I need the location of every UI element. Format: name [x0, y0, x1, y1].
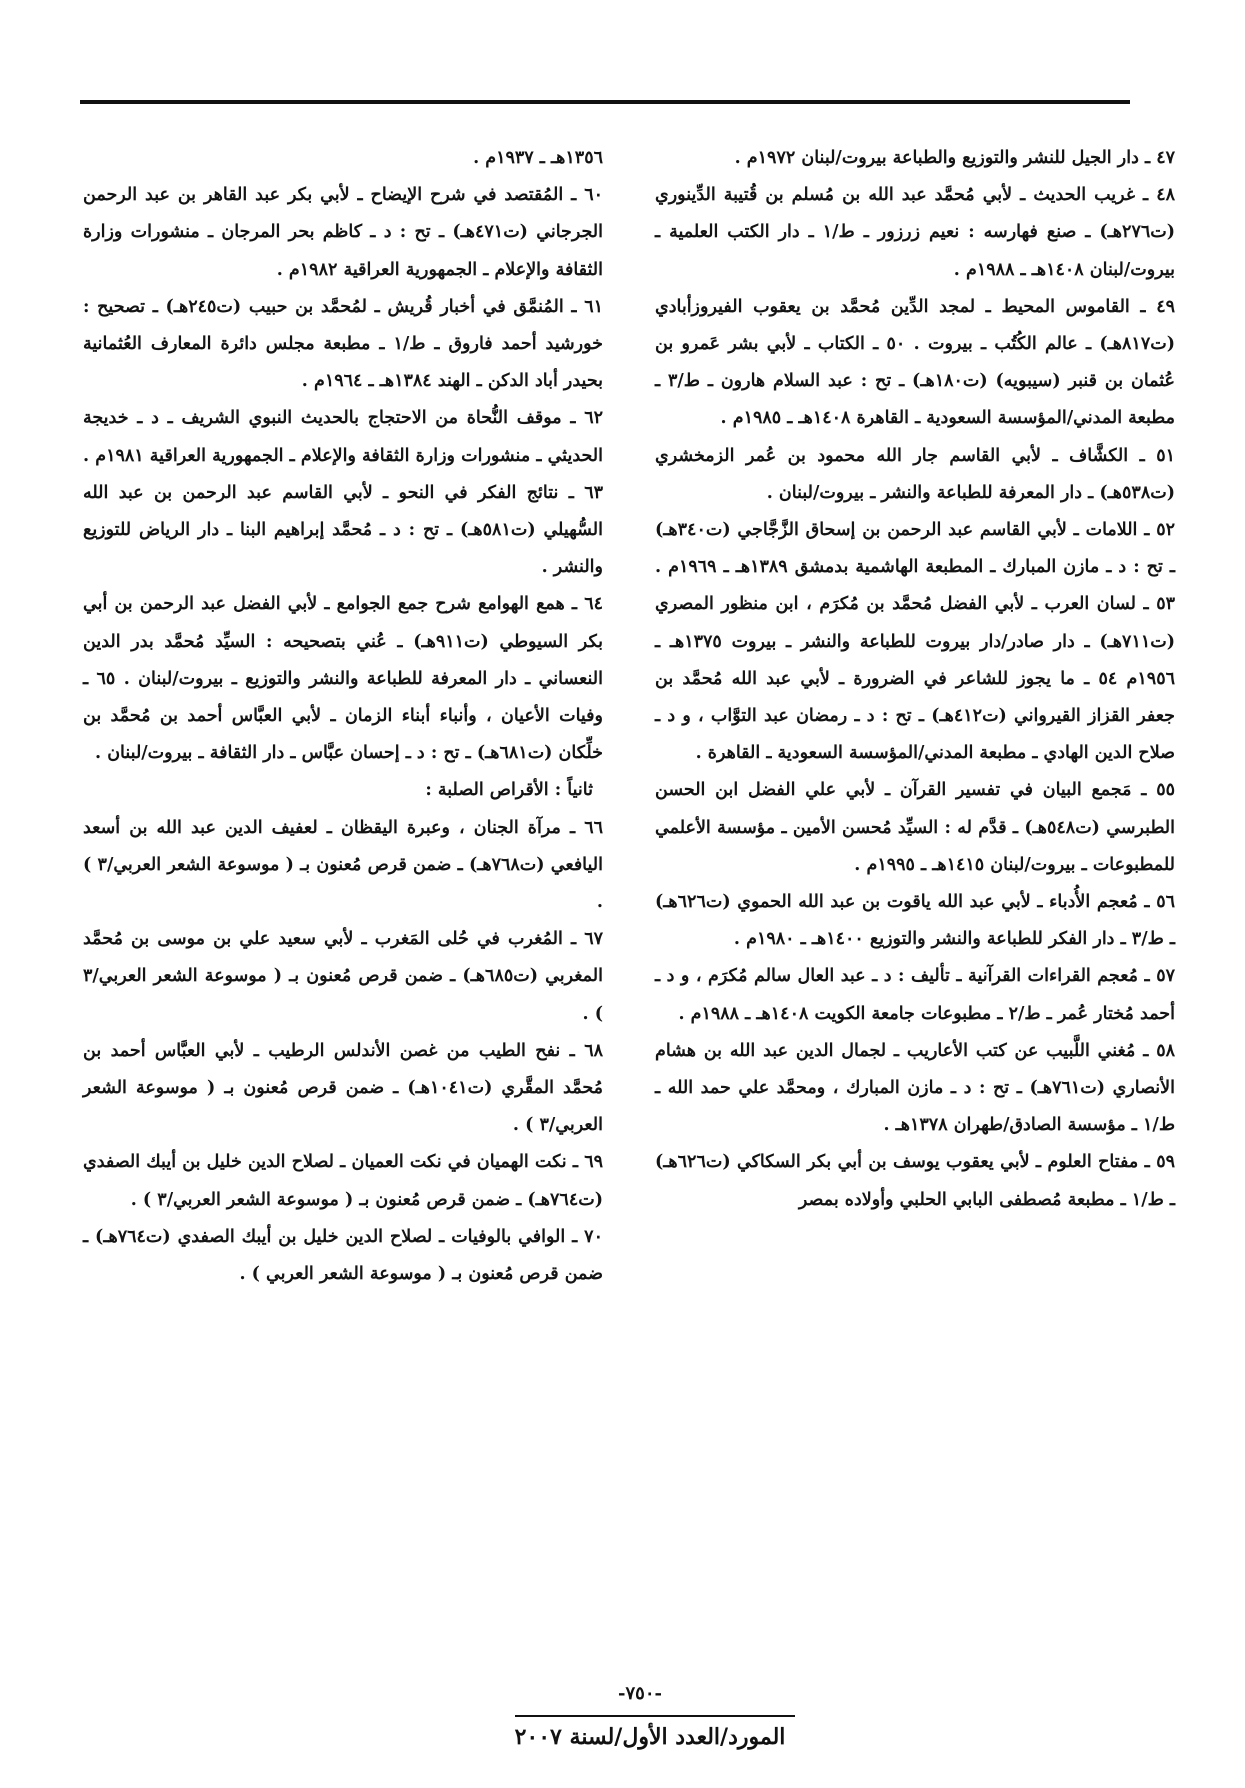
- reference-entry: ٦٦ ـ مرآة الجنان ، وعبرة اليقظان ـ لعفيف الدين عبد الله بن أسعد اليافعي (ت٧٦٨هـ) ـ ضمن قرص مُعنون بـ ( موسوعة الشعر العربي/٣ ) .: [83, 817, 603, 913]
- reference-entry: ٥٦ ـ مُعجم الأُدباء ـ لأبي عبد الله ياقوت بن عبد الله الحموي (ت٦٢٦هـ) ـ ط/٣ ـ دار الفكر للطباعة والنشر والتوزيع ١٤٠٠هـ ـ ١٩٨٠م .: [655, 892, 1175, 950]
- section-heading: ثانياً : الأقراص الصلبة :: [425, 780, 593, 801]
- reference-entry: ٦٨ ـ نفح الطيب من غصن الأندلس الرطيب ـ لأبي العبَّاس أحمد بن مُحمَّد المقَّري (ت١٠٤١هـ) ـ ضمن قرص مُعنون بـ ( موسوعة الشعر العربي/٣ ) .: [83, 1040, 603, 1136]
- reference-entry: ٦١ ـ المُنمَّق في أخبار قُريش ـ لمُحمَّد بن حبيب (ت٢٤٥هـ) ـ تصحيح : خورشيد أحمد فاروق ـ ط/١ ـ مطبعة مجلس دائرة المعارف العُثمانية بحيدر أباد الدكن ـ الهند ١٣٨٤هـ ـ ١٩٦٤م .: [83, 296, 603, 392]
- reference-entry: ١٣٥٦هـ ـ ١٩٣٧م .: [473, 148, 603, 168]
- reference-entry: ٦٠ ـ المُقتصد في شرح الإيضاح ـ لأبي بكر عبد القاهر بن عبد الرحمن الجرجاني (ت٤٧١هـ) ـ تح : د ـ كاظم بحر المرجان ـ منشورات وزارة الثقافة والإعلام ـ الجمهورية العراقية ١٩٨٢م .: [83, 185, 603, 280]
- reference-entry: ٥٩ ـ مفتاح العلوم ـ لأبي يعقوب يوسف بن أبي بكر السكاكي (ت٦٢٦هـ) ـ ط/١ ـ مطبعة مُصطفى البابي الحلبي وأولاده بمصر: [655, 1152, 1175, 1210]
- reference-entry: ٦٧ ـ المُغرب في حُلى المَغرب ـ لأبي سعيد علي بن موسى بن مُحمَّد المغربي (ت٦٨٥هـ) ـ ضمن قرص مُعنون بـ ( موسوعة الشعر العربي/٣ ) .: [83, 929, 603, 1024]
- reference-entry: ٥١ ـ الكشَّاف ـ لأبي القاسم جار الله محمود بن عُمر الزمخشري (ت٥٣٨هـ) ـ دار المعرفة للطباعة والنشر ـ بيروت/لبنان .: [655, 445, 1175, 503]
- reference-entry: ٥٨ ـ مُغني اللَّبيب عن كتب الأعاريب ـ لجمال الدين عبد الله بن هشام الأنصاري (ت٧٦١هـ) ـ تح : د ـ مازن المبارك ، ومحمَّد علي حمد الله ـ ط/١ ـ مؤسسة الصادق/طهران ١٣٧٨هـ .: [655, 1040, 1175, 1136]
- footer-rule: [515, 1715, 795, 1717]
- reference-entry: ٥٥ ـ مَجمع البيان في تفسير القرآن ـ لأبي علي الفضل ابن الحسن الطبرسي (ت٥٤٨هـ) ـ قدَّم له : السيِّد مُحسن الأمين ـ مؤسسة الأعلمي للمطبوعات ـ بيروت/لبنان ١٤١٥هـ ـ ١٩٩٥م .: [655, 780, 1175, 875]
- reference-entry: ٥٧ ـ مُعجم القراءات القرآنية ـ تأليف : د ـ عبد العال سالم مُكرَم ، و د ـ أحمد مُختار عُمر ـ ط/٢ ـ مطبوعات جامعة الكويت ١٤٠٨هـ ـ ١٩٨٨م .: [655, 966, 1175, 1024]
- reference-entry: ٦٩ ـ نكت الهميان في نكت العميان ـ لصلاح الدين خليل بن أيبك الصفدي (ت٧٦٤هـ) ـ ضمن قرص مُعنون بـ ( موسوعة الشعر العربي/٣ ) .: [83, 1152, 603, 1210]
- reference-entry: ٧٠ ـ الوافي بالوفيات ـ لصلاح الدين خليل بن أيبك الصفدي (ت٧٦٤هـ) ـ ضمن قرص مُعنون بـ ( موسوعة الشعر العربي ) .: [83, 1226, 603, 1285]
- reference-entry: ٦٢ ـ موقف النُّحاة من الاحتجاج بالحديث النبوي الشريف ـ د ـ خديجة الحديثي ـ منشورات وزارة الثقافة والإعلام ـ الجمهورية العراقية ١٩٨١م . ٦٣ ـ نتائج الفكر في النحو ـ لأبي القاسم عبد الرحمن بن عبد الله السُّهيلي (ت٥٨١هـ) ـ تح : د ـ مُحمَّد إبراهيم البنا ـ دار الرياض للتوزيع والنشر .: [83, 408, 603, 578]
- reference-entry: ٤٩ ـ القاموس المحيط ـ لمجد الدِّين مُحمَّد بن يعقوب الفيروزأبادي (ت٨١٧هـ) ـ عالم الكُتُب ـ بيروت . ٥٠ ـ الكتاب ـ لأبي بشر عَمرو بن عُثمان بن قنبر (سيبويه) (ت١٨٠هـ) ـ تح : عبد السلام هارون ـ ط/٣ ـ مطبعة المدني/المؤسسة السعودية ـ القاهرة ١٤٠٨هـ ـ ١٩٨٥م .: [655, 296, 1175, 429]
- reference-entry: ٤٨ ـ غريب الحديث ـ لأبي مُحمَّد عبد الله بن مُسلم بن قُتيبة الدِّينوري (ت٢٧٦هـ) ـ صنع فهارسه : نعيم زرزور ـ ط/١ ـ دار الكتب العلمية ـ بيروت/لبنان ١٤٠٨هـ ـ ١٩٨٨م .: [655, 185, 1176, 280]
- reference-entry: ٦٤ ـ همع الهوامع شرح جمع الجوامع ـ لأبي الفضل عبد الرحمن بن أبي بكر السيوطي (ت٩١١هـ) ـ عُني بتصحيحه : السيِّد مُحمَّد بدر الدين النعساني ـ دار المعرفة للطباعة والنشر والتوزيع ـ بيروت/لبنان . ٦٥ ـ وفيات الأعيان ، وأنباء أبناء الزمان ـ لأبي العبَّاس أحمد بن مُحمَّد بن خلِّكان (ت٦٨١هـ) ـ تح : د ـ إحسان عبَّاس ـ دار الثقافة ـ بيروت/لبنان .: [83, 594, 603, 764]
- header-rule: [80, 100, 1130, 104]
- reference-entry: ٥٢ ـ اللامات ـ لأبي القاسم عبد الرحمن بن إسحاق الزَّجَّاجي (ت٣٤٠هـ) ـ تح : د ـ مازن المبارك ـ المطبعة الهاشمية بدمشق ١٣٨٩هـ ـ ١٩٦٩م . ٥٣ ـ لسان العرب ـ لأبي الفضل مُحمَّد بن مُكرَم ، ابن منظور المصري (ت٧١١هـ) ـ دار صادر/دار بيروت للطباعة والنشر ـ بيروت ١٣٧٥هـ ـ ١٩٥٦م ٥٤ ـ ما يجوز للشاعر في الضرورة ـ لأبي عبد الله مُحمَّد بن جعفر القزاز القيرواني (ت٤١٢هـ) ـ تح : د ـ رمضان عبد التوَّاب ، و د ـ صلاح الدين الهادي ـ مطبعة المدني/المؤسسة السعودية ـ القاهرة .: [655, 520, 1176, 764]
- reference-entry: ٤٧ ـ دار الجيل للنشر والتوزيع والطباعة بيروت/لبنان ١٩٧٢م .: [734, 148, 1175, 168]
- left-column: [83, 140, 603, 1293]
- journal-footer: المورد/العدد الأول/لسنة ٢٠٠٧: [514, 1724, 786, 1750]
- page-number: -٧٥٠-: [618, 1683, 662, 1704]
- right-column: [655, 140, 1175, 1219]
